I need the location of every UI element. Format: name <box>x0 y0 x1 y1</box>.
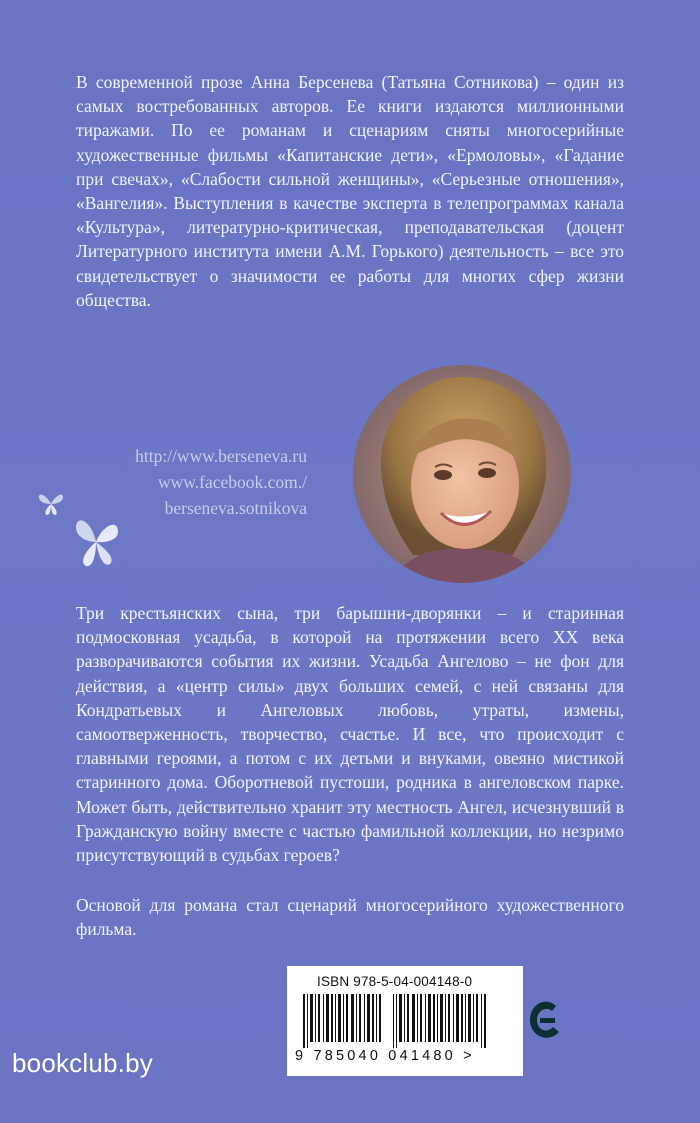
watermark-site: bookclub.by <box>12 1048 153 1078</box>
eksmo-logo-icon <box>526 998 564 1042</box>
adaptation-note: Основой для романа стал сценарий многосерийного художественного фильма. <box>76 895 624 940</box>
author-links <box>135 443 307 521</box>
butterfly-icon <box>68 512 124 572</box>
isbn-label: ISBN 978-5-04-004148-0 <box>317 974 473 989</box>
author-bio: В современной прозе Анна Берсенева (Татьяна Сотникова) – один из самых востребованных авторов. Ее книги издаются миллионными тиражами. По ее романам и сценариям сняты многосерийные художественные фильмы «Капитанские дети», «Ермоловы», «Гадание при свечах», «Слабости сильной женщины», «Серьезные отношения», «Вангелия». Выступления в качестве эксперта в телепрограммах канала «Культура», литературно-критическая, преподавательская (доцент Литературного института имени А.М. Горького) деятельность – все это свидетельствует о значимости ее работы для многих сфер жизни общества. <box>76 72 624 310</box>
author-portrait <box>353 365 571 583</box>
butterfly-icon <box>36 490 66 518</box>
barcode-bars <box>295 994 515 1048</box>
synopsis: Три крестьянских сына, три барышни-дворянки – и старинная подмосковная усадьба, в которой на протяжении всего XX века разворачиваются события их жизни. Усадьба Ангелово – не фон для действия, а «центр силы» двух больших семей, с ней связаны для Кондратьевых и Ангеловых любовь, утраты, измены, самоотверженность, творчество, счастье. И все, что происходит с главными героями, а потом с их детьми и внуками, овеяно мистикой старинного дома. Оборотневой пустоши, родника в ангеловском парке. Может быть, действительно хранит эту местность Ангел, исчезнувший в Гражданскую войну вместе с частью фамильной коллекции, но незримо присутствующий в судьбах героев? <box>76 603 624 866</box>
barcode-panel <box>287 966 523 1076</box>
barcode-digits: 9 785040 041480 > <box>295 1048 475 1064</box>
facebook-link-line2[interactable]: berseneva.sotnikova <box>164 498 307 518</box>
website-link[interactable]: http://www.berseneva.ru <box>135 446 307 466</box>
facebook-link-line1[interactable]: www.facebook.com./ <box>157 472 307 492</box>
